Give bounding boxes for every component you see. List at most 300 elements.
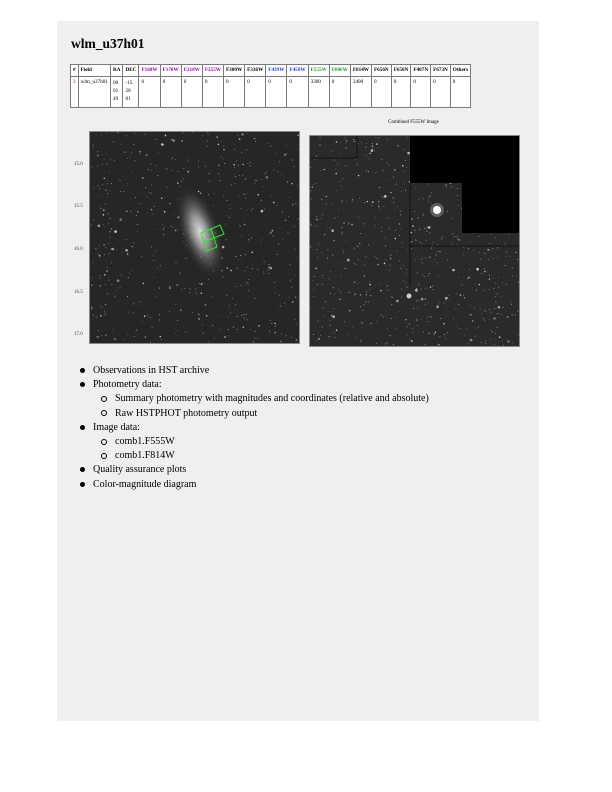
star — [131, 172, 132, 173]
star — [142, 321, 143, 322]
star — [270, 332, 271, 333]
star — [254, 342, 255, 343]
star — [334, 240, 335, 241]
star — [400, 268, 401, 269]
star — [384, 195, 387, 198]
star — [176, 284, 178, 286]
list-item[interactable] — [93, 407, 429, 421]
star — [159, 319, 160, 320]
star — [286, 145, 287, 146]
star — [261, 242, 262, 243]
star — [311, 226, 312, 227]
star — [352, 201, 353, 202]
star — [406, 286, 408, 288]
star — [207, 141, 208, 142]
star — [424, 228, 425, 229]
star — [128, 311, 129, 312]
star — [101, 134, 102, 135]
star — [142, 283, 144, 285]
star — [403, 265, 404, 266]
star — [394, 209, 395, 210]
star — [343, 252, 344, 253]
archive-link[interactable]: Observations in HST archive — [93, 365, 210, 376]
star — [426, 240, 427, 241]
star — [177, 171, 178, 172]
star — [201, 292, 203, 294]
star — [360, 233, 361, 234]
star — [161, 143, 164, 146]
table-row — [71, 77, 471, 108]
star — [227, 200, 228, 201]
star — [329, 320, 330, 321]
star — [296, 323, 297, 324]
star — [204, 162, 205, 163]
star — [332, 204, 333, 205]
cell-f170w: 0 — [160, 77, 181, 108]
star — [474, 307, 475, 308]
star — [237, 135, 238, 136]
star — [375, 217, 376, 218]
star — [252, 268, 253, 269]
star — [323, 169, 325, 171]
cell-f255w: 0 — [202, 77, 223, 108]
star — [159, 288, 160, 289]
star — [489, 279, 490, 280]
star — [412, 225, 414, 227]
star — [127, 334, 128, 335]
star — [109, 253, 110, 254]
star — [282, 238, 283, 239]
star — [234, 167, 235, 168]
star — [122, 252, 123, 253]
star — [360, 294, 362, 296]
star — [489, 249, 490, 250]
star — [152, 214, 153, 215]
star — [428, 226, 431, 229]
star — [346, 240, 347, 241]
star — [433, 242, 434, 243]
cell-f160w: 0 — [139, 77, 160, 108]
f555w-image-link[interactable]: comb1.F555W — [115, 436, 175, 448]
star — [428, 197, 429, 198]
list-item[interactable] — [74, 364, 429, 378]
star — [493, 317, 496, 320]
star — [340, 292, 341, 293]
star — [255, 141, 256, 142]
star — [173, 227, 174, 228]
star — [104, 311, 105, 312]
star — [390, 335, 391, 336]
star — [414, 230, 415, 231]
star — [292, 301, 294, 303]
star — [275, 326, 276, 327]
star — [407, 249, 408, 250]
star — [442, 236, 443, 237]
star — [213, 205, 214, 206]
star — [139, 301, 140, 302]
star — [416, 319, 418, 321]
star — [341, 227, 342, 228]
star — [198, 166, 199, 167]
star — [342, 232, 343, 233]
star — [246, 193, 247, 194]
star — [248, 239, 250, 241]
star — [333, 287, 334, 288]
star — [137, 231, 138, 232]
star — [223, 158, 224, 159]
star — [378, 204, 379, 205]
finder-chart[interactable] — [74, 131, 298, 347]
star — [97, 154, 98, 155]
star — [113, 332, 114, 333]
resources-list — [74, 364, 429, 492]
star — [269, 233, 270, 234]
list-item[interactable] — [74, 463, 429, 477]
star — [400, 211, 401, 212]
y-tick-label: 16.5 — [74, 290, 83, 295]
star — [145, 134, 146, 135]
star — [369, 158, 370, 159]
star — [399, 235, 400, 236]
star — [280, 341, 282, 343]
list-item[interactable] — [93, 435, 429, 449]
star — [229, 305, 230, 306]
star — [351, 224, 353, 226]
star — [397, 251, 398, 252]
star — [354, 293, 356, 295]
star — [172, 158, 173, 159]
star — [205, 166, 206, 167]
star — [334, 333, 335, 334]
star — [105, 335, 106, 336]
star — [323, 278, 324, 279]
star — [345, 166, 346, 167]
star — [355, 281, 356, 282]
star — [518, 334, 519, 335]
header-f658n: F658N — [391, 65, 411, 77]
star — [485, 311, 486, 312]
star — [254, 138, 256, 140]
star — [392, 297, 393, 298]
list-item[interactable] — [74, 478, 429, 492]
star — [103, 194, 104, 195]
star — [360, 322, 361, 323]
star — [488, 279, 489, 280]
star — [447, 260, 448, 261]
star — [422, 243, 423, 244]
star — [150, 317, 151, 318]
star — [323, 308, 324, 309]
star — [400, 228, 401, 229]
star — [163, 144, 164, 145]
star — [417, 217, 419, 219]
star — [269, 264, 270, 265]
finder-image — [89, 131, 300, 344]
header-f439w: F439W — [266, 65, 287, 77]
star — [489, 309, 490, 310]
star — [461, 219, 462, 220]
star — [93, 147, 94, 148]
star — [212, 296, 213, 297]
star — [479, 284, 481, 286]
star — [192, 312, 193, 313]
star — [381, 315, 382, 316]
star — [320, 218, 321, 219]
star — [336, 141, 338, 143]
star — [242, 164, 244, 166]
star — [106, 270, 108, 272]
row-index-link[interactable]: 2 — [71, 77, 79, 108]
star — [244, 314, 245, 315]
star — [437, 262, 438, 263]
star — [110, 190, 111, 191]
star — [124, 339, 125, 340]
star — [291, 183, 293, 185]
star — [481, 313, 482, 314]
star — [345, 147, 346, 148]
star — [361, 340, 362, 341]
star — [133, 303, 134, 304]
star — [476, 268, 479, 271]
star — [114, 296, 115, 297]
star — [475, 336, 476, 337]
star — [311, 198, 312, 199]
star — [405, 319, 407, 321]
f814w-image-link[interactable]: comb1.F814W — [115, 450, 175, 462]
star — [123, 191, 124, 192]
star — [489, 243, 490, 244]
list-item[interactable] — [93, 392, 429, 406]
star — [357, 164, 358, 165]
star — [255, 331, 256, 332]
star — [358, 283, 359, 284]
cell-f606w: 0 — [329, 77, 350, 108]
star — [503, 307, 504, 308]
combined-image[interactable] — [309, 135, 520, 347]
star — [222, 277, 223, 278]
star — [270, 146, 271, 147]
star — [506, 284, 507, 285]
star — [241, 315, 242, 316]
star — [250, 329, 251, 330]
star — [274, 282, 275, 283]
star — [497, 257, 498, 258]
star — [383, 170, 384, 171]
star — [244, 318, 245, 319]
star — [183, 168, 184, 169]
star — [464, 335, 465, 336]
summary-photometry-link[interactable]: Summary photometry with magnitudes and coordinates (relative and absolute) — [115, 393, 429, 405]
star — [171, 139, 173, 141]
star — [353, 139, 354, 140]
star — [322, 284, 323, 285]
star — [91, 284, 93, 286]
star — [153, 255, 154, 256]
photometry-heading: Photometry data: — [93, 379, 162, 391]
star — [359, 243, 361, 245]
cell-f656n: 0 — [371, 77, 391, 108]
star — [346, 142, 347, 143]
star — [132, 270, 133, 271]
star — [146, 154, 148, 156]
star — [296, 256, 297, 257]
star — [497, 248, 498, 249]
star — [310, 190, 311, 191]
star — [219, 329, 220, 330]
star — [292, 160, 293, 161]
star — [422, 258, 423, 259]
star — [489, 278, 490, 279]
star — [425, 258, 426, 259]
star — [468, 248, 469, 249]
star — [358, 217, 359, 218]
star — [323, 316, 324, 317]
header-f218w: F218W — [181, 65, 202, 77]
cmd-link[interactable]: Color-magnitude diagram — [93, 478, 197, 490]
star — [407, 334, 408, 335]
star — [439, 251, 441, 253]
star — [277, 205, 278, 206]
star — [469, 269, 470, 270]
photometry-sublist — [93, 392, 429, 420]
star — [336, 190, 337, 191]
star — [247, 319, 248, 320]
star — [102, 154, 103, 155]
star — [358, 143, 359, 144]
star — [295, 296, 297, 298]
star — [498, 306, 501, 309]
star — [458, 304, 459, 305]
star — [458, 239, 459, 240]
star — [413, 332, 414, 333]
star — [226, 239, 227, 240]
star — [390, 258, 392, 260]
raw-hstphot-link[interactable]: Raw HSTPHOT photometry output — [115, 407, 258, 419]
list-item — [74, 421, 429, 464]
star — [98, 155, 99, 156]
cell-f450w: 0 — [287, 77, 308, 108]
star — [385, 259, 386, 260]
star — [382, 196, 383, 197]
star — [366, 155, 367, 156]
star — [146, 213, 147, 214]
star — [470, 339, 473, 342]
star — [393, 202, 394, 203]
star — [338, 289, 339, 290]
star — [111, 262, 112, 263]
star — [463, 247, 464, 248]
star — [478, 327, 479, 328]
star — [202, 141, 203, 142]
star — [100, 315, 102, 317]
star — [371, 149, 374, 152]
cell-f814w: 3400 — [350, 77, 371, 108]
star — [113, 141, 114, 142]
star — [181, 152, 182, 153]
star — [132, 246, 134, 248]
star — [98, 185, 99, 186]
star — [488, 259, 489, 260]
star — [338, 263, 339, 264]
star — [354, 263, 355, 264]
qa-plots-link[interactable]: Quality assurance plots — [93, 464, 187, 476]
star — [116, 249, 117, 250]
star — [98, 330, 99, 331]
star — [257, 338, 258, 339]
star — [461, 285, 462, 286]
star — [509, 256, 510, 257]
star — [268, 266, 270, 268]
star — [286, 335, 287, 336]
star — [147, 315, 148, 316]
star — [390, 192, 392, 194]
star — [361, 142, 362, 143]
star — [438, 344, 440, 346]
star — [346, 268, 347, 269]
star — [165, 135, 167, 137]
star — [436, 306, 439, 309]
star — [320, 335, 321, 336]
star — [252, 135, 253, 136]
star — [497, 247, 498, 248]
star — [435, 254, 436, 255]
star — [319, 138, 320, 139]
star — [254, 298, 255, 299]
cell-f218w: 0 — [181, 77, 202, 108]
star — [172, 157, 173, 158]
star — [151, 193, 152, 194]
star — [358, 259, 359, 260]
star — [314, 159, 315, 160]
star — [106, 153, 107, 154]
star — [277, 254, 278, 255]
star — [179, 273, 180, 274]
star — [384, 263, 386, 265]
star — [407, 152, 410, 155]
star — [114, 160, 115, 161]
list-item[interactable] — [93, 449, 429, 463]
star — [93, 315, 94, 316]
star — [281, 334, 282, 335]
star — [223, 196, 224, 197]
star — [439, 301, 440, 302]
star — [411, 340, 413, 342]
star — [273, 236, 274, 237]
star — [458, 205, 459, 206]
star — [171, 226, 172, 227]
star — [235, 176, 236, 177]
star — [104, 178, 106, 180]
star — [247, 163, 248, 164]
star — [342, 200, 343, 201]
star — [185, 332, 186, 333]
star — [145, 336, 147, 338]
star — [133, 312, 134, 313]
star — [377, 138, 378, 139]
cell-f439w: 0 — [266, 77, 287, 108]
star — [184, 288, 185, 289]
header-f555w: F555W — [308, 65, 329, 77]
star — [290, 197, 291, 198]
star — [167, 187, 168, 188]
star — [316, 249, 317, 250]
star — [175, 159, 176, 160]
star — [141, 192, 142, 193]
ra-hours: 00 — [112, 80, 119, 86]
star — [98, 215, 99, 216]
star — [99, 206, 100, 207]
star — [335, 218, 336, 219]
